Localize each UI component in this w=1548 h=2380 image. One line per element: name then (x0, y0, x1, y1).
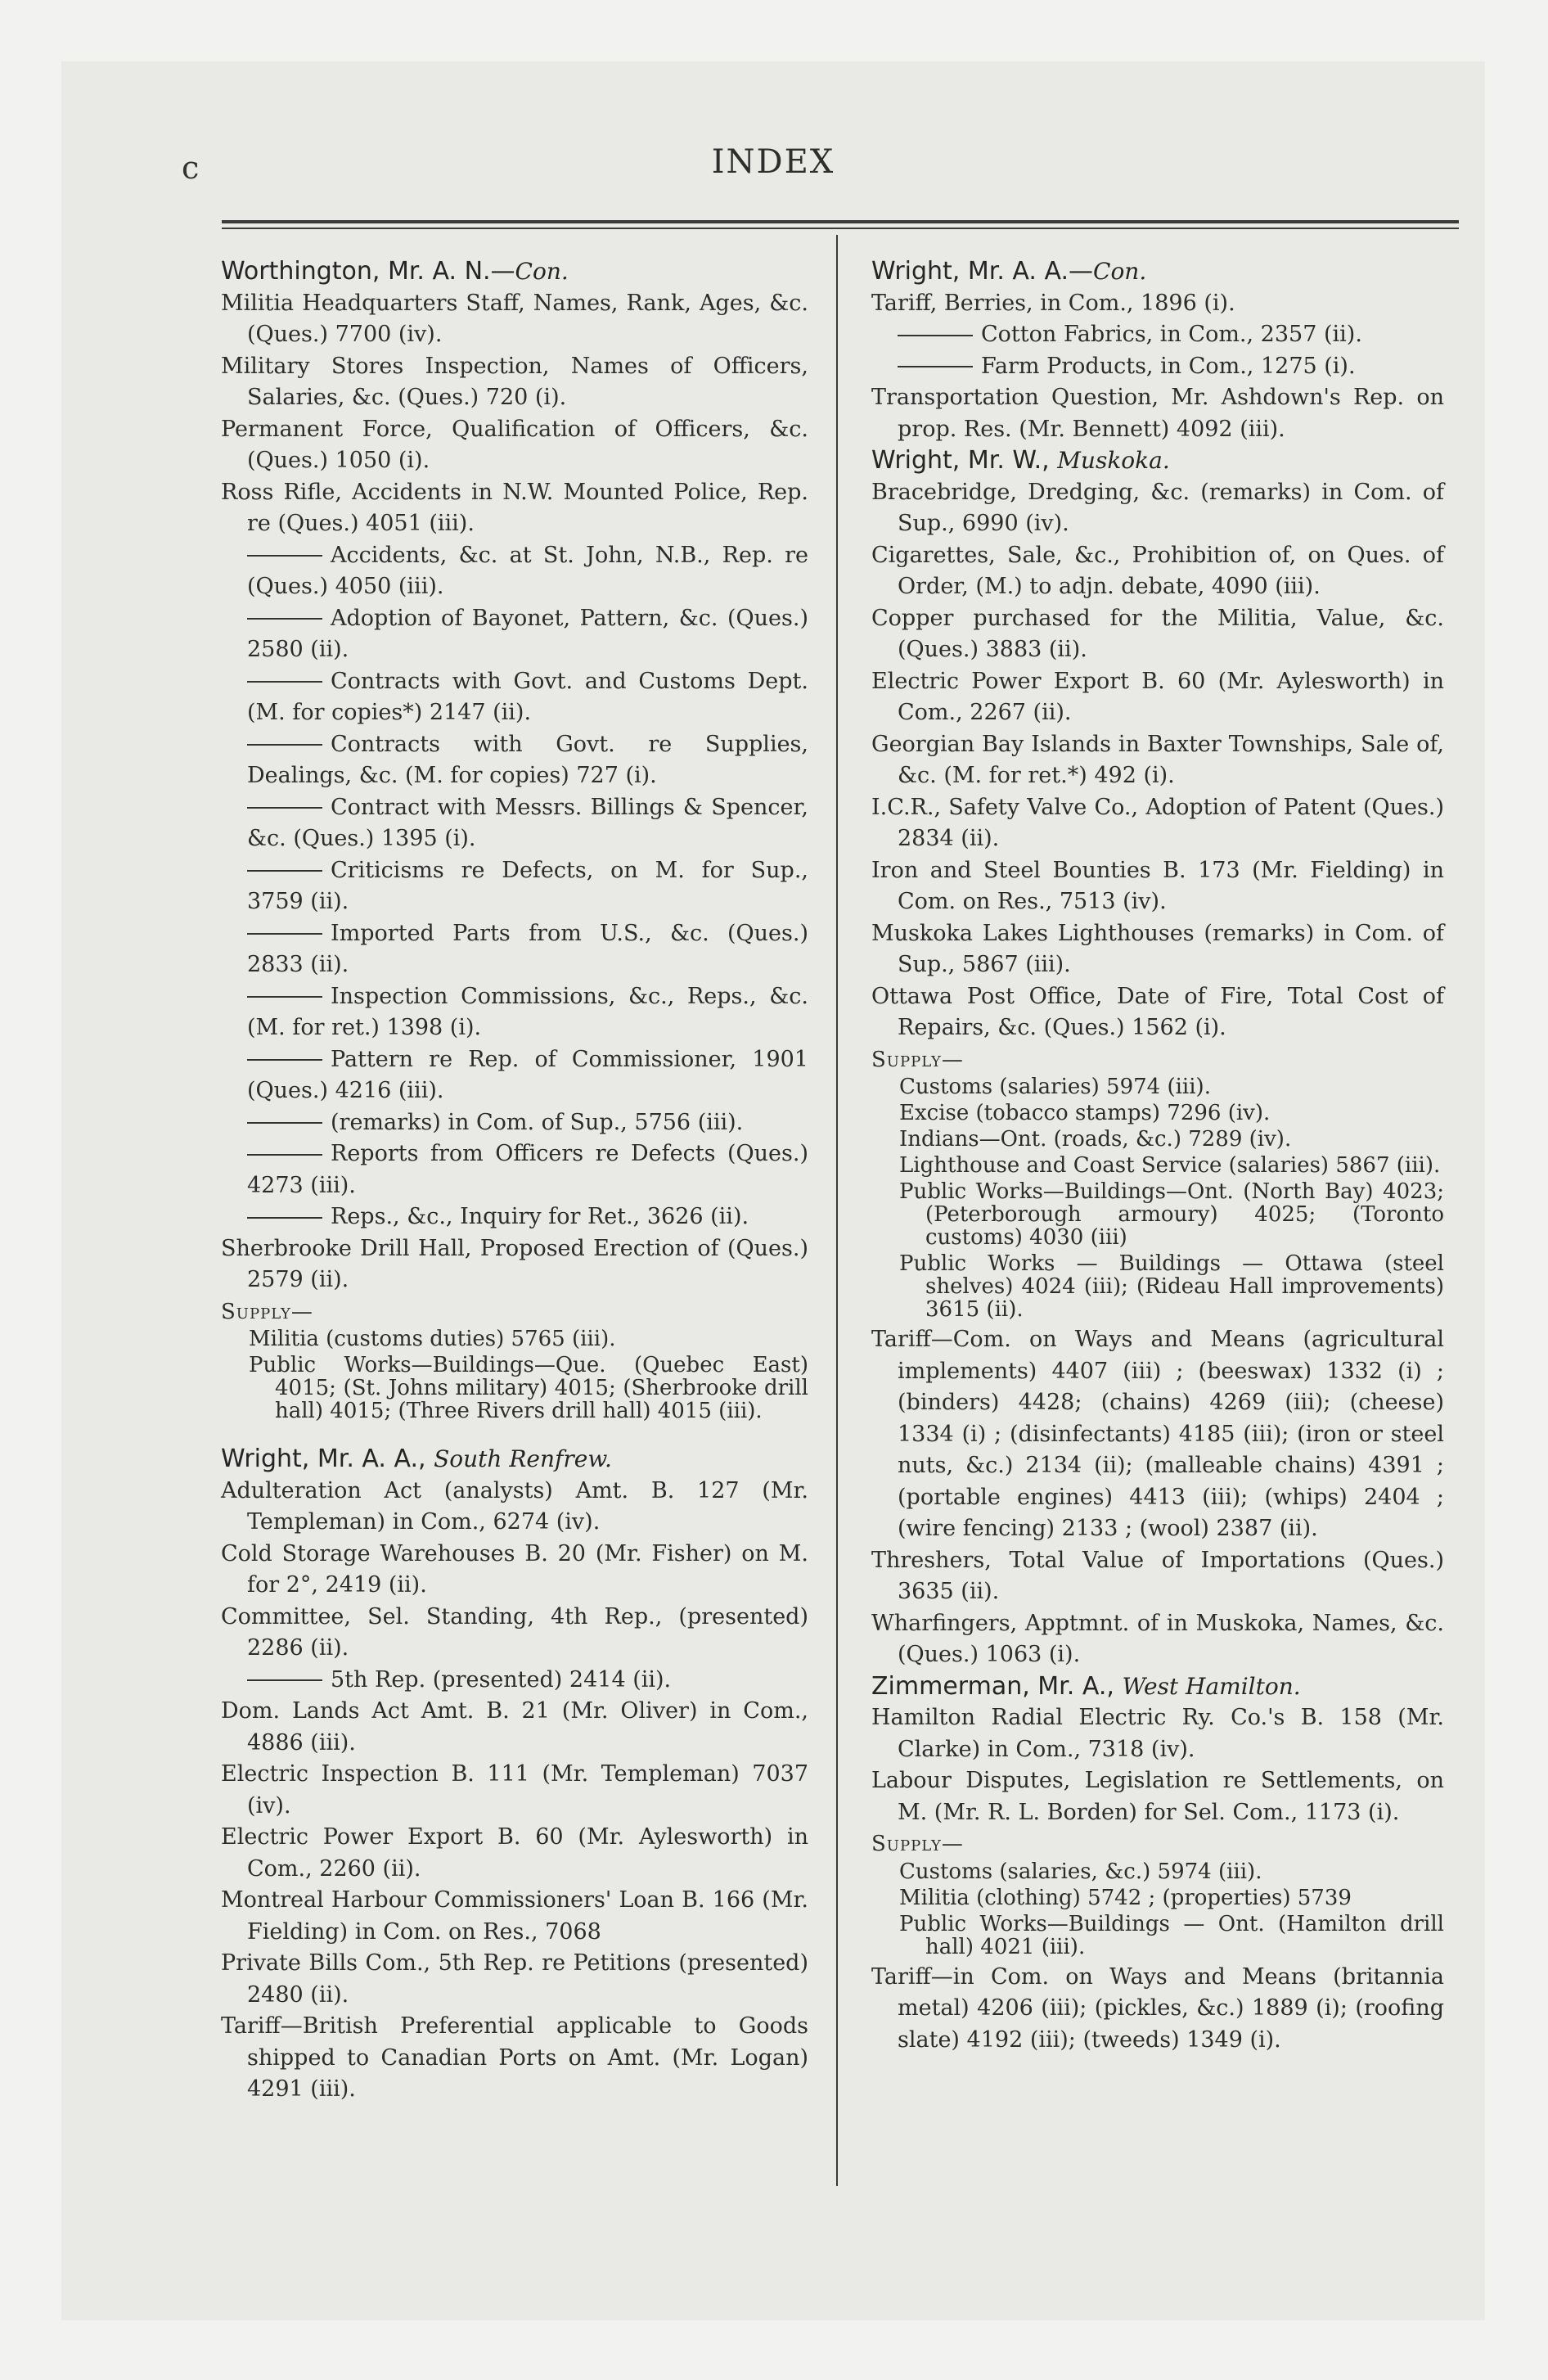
index-entry: Committee, Sel. Standing, 4th Rep., (presented) 2286 (ii). (221, 1603, 808, 1661)
index-entry: Contracts with Govt. and Customs Dept. (M. for copies*) 2147 (ii). (247, 668, 808, 725)
supply-entry: Public Works—Buildings—Ont. (North Bay) 4023; (Peterborough armoury) 4025; (Toronto customs) 4030 (iii) (899, 1179, 1444, 1250)
page-header (61, 143, 1485, 192)
supply-label: Supply— (221, 1299, 313, 1324)
ditto-dash (247, 1122, 322, 1124)
supply-entry: Public Works—Buildings—Que. (Quebec East) 4015; (St. Johns military) 4015; (Sherbrooke drill hall) 4015; (Three Rivers drill hall) 4015 (iii). (249, 1353, 808, 1423)
index-entry: Ross Rifle, Accidents in N.W. Mounted Police, Rep. re (Ques.) 4051 (iii). (221, 479, 808, 536)
column-divider (836, 235, 838, 2186)
index-entry: Dom. Lands Act Amt. B. 21 (Mr. Oliver) in Com., 4886 (iii). (221, 1698, 808, 1756)
supply-entry: Militia (clothing) 5742 ; (properties) 5739 (899, 1885, 1352, 1910)
supply-entry: Public Works — Buildings — Ottawa (steel shelves) 4024 (iii); (Rideau Hall improvements) 3615 (ii). (899, 1251, 1444, 1322)
index-entry: Sherbrooke Drill Hall, Proposed Erection of (Ques.) 2579 (ii). (221, 1235, 808, 1292)
right-column (871, 256, 1444, 2056)
index-entry: Inspection Commissions, &c., Reps., &c. (M. for ret.) 1398 (i). (247, 983, 808, 1040)
index-entry: Tariff, Berries, in Com., 1896 (i). (871, 290, 1235, 316)
index-heading: Wright, Mr. A. A.—Con. (871, 257, 1147, 286)
left-column (221, 256, 808, 2106)
index-entry: Military Stores Inspection, Names of Officers, Salaries, &c. (Ques.) 720 (i). (221, 353, 808, 410)
index-entry: Adoption of Bayonet, Pattern, &c. (Ques.) 2580 (ii). (247, 605, 808, 662)
index-entry: Threshers, Total Value of Importations (Ques.) 3635 (ii). (871, 1547, 1444, 1604)
index-entry: Electric Inspection B. 111 (Mr. Templeman) 7037 (iv). (221, 1761, 808, 1819)
index-entry: Contracts with Govt. re Supplies, Dealings, &c. (M. for copies) 727 (i). (247, 731, 808, 788)
index-entry: Electric Power Export B. 60 (Mr. Aylesworth) in Com., 2260 (ii). (221, 1824, 808, 1882)
ditto-dash (247, 807, 322, 809)
supply-entry: Customs (salaries) 5974 (iii). (899, 1075, 1211, 1099)
index-entry: Iron and Steel Bounties B. 173 (Mr. Fielding) in Com. on Res., 7513 (iv). (871, 857, 1444, 914)
index-entry: Cotton Fabrics, in Com., 2357 (ii). (871, 319, 1444, 351)
ditto-dash (247, 1154, 322, 1156)
index-entry: Wharfingers, Apptmnt. of in Muskoka, Names, &c. (Ques.) 1063 (i). (871, 1610, 1444, 1667)
index-entry: Ottawa Post Office, Date of Fire, Total Cost of Repairs, &c. (Ques.) 1562 (i). (871, 983, 1444, 1040)
ditto-dash (247, 870, 322, 872)
index-heading: Zimmerman, Mr. A., West Hamilton. (871, 1671, 1301, 1701)
index-entry: I.C.R., Safety Valve Co., Adoption of Patent (Ques.) 2834 (ii). (871, 794, 1444, 851)
index-entry: Bracebridge, Dredging, &c. (remarks) in Com. of Sup., 6990 (iv). (871, 479, 1444, 536)
index-entry: Reports from Officers re Defects (Ques.) 4273 (iii). (247, 1141, 808, 1198)
supply-entry: Customs (salaries, &c.) 5974 (iii). (899, 1859, 1262, 1884)
index-entry: Contract with Messrs. Billings & Spencer, &c. (Ques.) 1395 (i). (247, 794, 808, 851)
index-entry: Imported Parts from U.S., &c. (Ques.) 2833 (ii). (247, 920, 808, 977)
page-letter: c (182, 150, 200, 186)
ditto-dash (247, 996, 322, 998)
index-entry: Transportation Question, Mr. Ashdown's Rep. on prop. Res. (Mr. Bennett) 4092 (iii). (871, 385, 1444, 442)
index-entry: (remarks) in Com. of Sup., 5756 (iii). (221, 1107, 808, 1139)
ditto-dash (247, 1217, 322, 1219)
header-rule-thin (222, 228, 1459, 229)
supply-entry: Excise (tobacco stamps) 7296 (iv). (899, 1101, 1271, 1125)
index-heading: Worthington, Mr. A. N.—Con. (221, 257, 569, 286)
supply-label: Supply— (871, 1047, 964, 1072)
index-page (61, 61, 1485, 2320)
index-entry: Criticisms re Defects, on M. for Sup., 3759 (ii). (247, 857, 808, 914)
index-entry: Private Bills Com., 5th Rep. re Petitions (presented) 2480 (ii). (221, 1950, 808, 2008)
supply-entry: Militia (customs duties) 5765 (iii). (249, 1327, 616, 1351)
supply-entry: Indians—Ont. (roads, &c.) 7289 (iv). (899, 1127, 1292, 1152)
index-entry: Accidents, &c. at St. John, N.B., Rep. re (Ques.) 4050 (iii). (247, 542, 808, 599)
running-head: INDEX (711, 143, 835, 181)
index-entry: Adulteration Act (analysts) Amt. B. 127 (Mr. Templeman) in Com., 6274 (iv). (221, 1477, 808, 1535)
index-entry: Tariff—Com. on Ways and Means (agricultural implements) 4407 (iii) ; (beeswax) 1332 (i) ; (binders) 4428; (chains) 4269 (iii); (cheese) 1334 (i) ; (disinfectants) 4185 (iii); (iron or steel nuts, &c.) 2134 (ii); (malleable chains) 4391 ; (portable engines) 4413 (iii); (whips) 2404 ; (wire fencing) 2133 ; (wool) 2387 (ii). (871, 1327, 1444, 1541)
header-rule-thick (222, 220, 1459, 223)
index-entry: Labour Disputes, Legislation re Settlements, on M. (Mr. R. L. Borden) for Sel. Com., 1173 (i). (871, 1768, 1444, 1825)
index-entry: Permanent Force, Qualification of Officers, &c. (Ques.) 1050 (i). (221, 416, 808, 473)
ditto-dash (247, 555, 322, 557)
index-heading: Wright, Mr. A. A., South Renfrew. (221, 1445, 612, 1473)
index-entry: Cigarettes, Sale, &c., Prohibition of, on Ques. of Order, (M.) to adjn. debate, 4090 (iii). (871, 542, 1444, 599)
index-entry: Hamilton Radial Electric Ry. Co.'s B. 158 (Mr. Clarke) in Com., 7318 (iv). (871, 1705, 1444, 1762)
ditto-dash (247, 681, 322, 683)
index-entry: Montreal Harbour Commissioners' Loan B. 166 (Mr. Fielding) in Com. on Res., 7068 (221, 1887, 808, 1945)
supply-entry: Public Works—Buildings — Ont. (Hamilton drill hall) 4021 (iii). (899, 1911, 1444, 1959)
ditto-dash (247, 1679, 322, 1681)
index-entry: Cold Storage Warehouses B. 20 (Mr. Fisher) on M. for 2°, 2419 (ii). (221, 1540, 808, 1598)
ditto-dash (247, 1059, 322, 1061)
index-entry: Copper purchased for the Militia, Value, &c. (Ques.) 3883 (ii). (871, 605, 1444, 662)
index-entry: Tariff—British Preferential applicable to Goods shipped to Canadian Ports on Amt. (Mr. Logan) 4291 (iii). (221, 2013, 808, 2102)
index-entry: Georgian Bay Islands in Baxter Townships, Sale of, &c. (M. for ret.*) 492 (i). (871, 731, 1444, 788)
ditto-dash (247, 933, 322, 935)
supply-entry: Lighthouse and Coast Service (salaries) 5867 (iii). (899, 1153, 1441, 1178)
index-entry: Militia Headquarters Staff, Names, Rank, Ages, &c. (Ques.) 7700 (iv). (221, 290, 808, 347)
ditto-dash (898, 335, 973, 336)
index-heading: Wright, Mr. W., Muskoka. (871, 446, 1170, 475)
index-entry: Muskoka Lakes Lighthouses (remarks) in Com. of Sup., 5867 (iii). (871, 920, 1444, 977)
ditto-dash (247, 618, 322, 620)
supply-label: Supply— (871, 1832, 964, 1856)
index-entry: Reps., &c., Inquiry for Ret., 3626 (ii). (221, 1201, 808, 1233)
index-entry: 5th Rep. (presented) 2414 (ii). (221, 1665, 808, 1697)
index-entry: Farm Products, in Com., 1275 (i). (871, 351, 1444, 383)
ditto-dash (898, 366, 973, 367)
ditto-dash (247, 744, 322, 746)
index-entry: Electric Power Export B. 60 (Mr. Aylesworth) in Com., 2267 (ii). (871, 668, 1444, 725)
index-entry: Pattern re Rep. of Commissioner, 1901 (Ques.) 4216 (iii). (247, 1046, 808, 1103)
index-entry: Tariff—in Com. on Ways and Means (britannia metal) 4206 (iii); (pickles, &c.) 1889 (i); (roofing slate) 4192 (iii); (tweeds) 1349 (i). (871, 1963, 1444, 2053)
